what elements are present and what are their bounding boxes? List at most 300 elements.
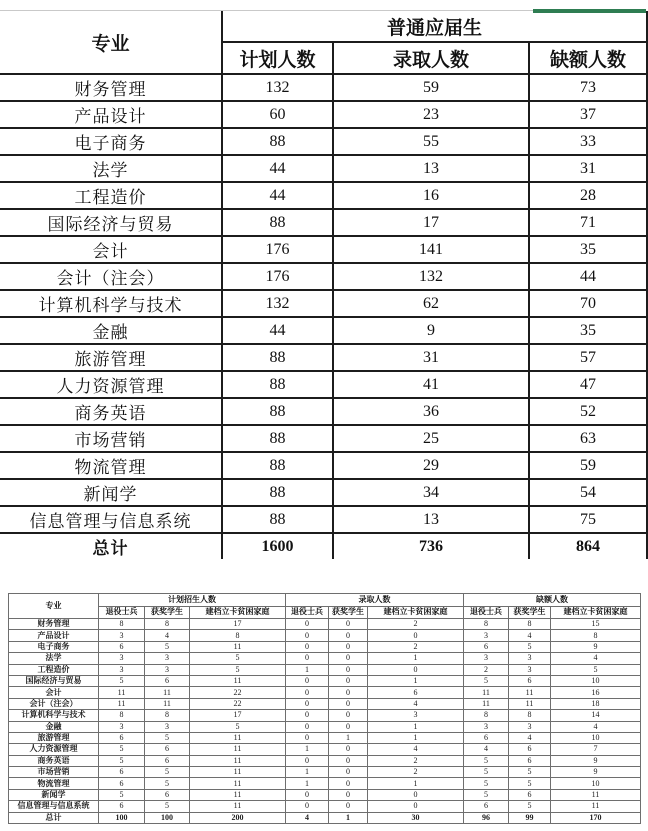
major-cell: 商务英语 (0, 398, 222, 425)
table1-col-plan: 计划人数 (222, 42, 333, 74)
value-cell: 4 (509, 732, 551, 743)
table-row (0, 344, 647, 371)
value-cell: 1 (368, 653, 464, 664)
value-cell: 0 (286, 687, 329, 698)
value-cell: 5 (190, 721, 286, 732)
value-cell: 6 (145, 755, 190, 766)
value-cell: 0 (329, 664, 368, 675)
value-cell: 2 (368, 641, 464, 652)
value-cell: 4 (368, 744, 464, 755)
value-cell: 0 (329, 744, 368, 755)
value-cell: 8 (145, 710, 190, 721)
table-row (9, 812, 641, 823)
value-cell: 9 (551, 755, 641, 766)
table2-group-shortage: 缺额人数 (464, 594, 641, 607)
value-cell: 11 (99, 698, 145, 709)
table1-header (0, 11, 647, 74)
value-cell: 13 (333, 506, 529, 533)
value-cell: 17 (190, 619, 286, 630)
table-row (9, 710, 641, 721)
value-cell: 0 (368, 801, 464, 812)
table-row (0, 74, 647, 101)
table-row (9, 721, 641, 732)
value-cell: 3 (509, 653, 551, 664)
value-cell: 6 (99, 732, 145, 743)
value-cell: 0 (329, 641, 368, 652)
value-cell: 0 (286, 630, 329, 641)
value-cell: 6 (145, 789, 190, 800)
table2-subcol-veterans: 退役士兵 (464, 606, 509, 619)
table2-subcol-registered-poor: 建档立卡贫困家庭 (190, 606, 286, 619)
value-cell: 3 (145, 653, 190, 664)
value-cell: 0 (329, 619, 368, 630)
value-cell: 0 (368, 664, 464, 675)
value-cell: 8 (190, 630, 286, 641)
table2-major-header: 专业 (9, 594, 99, 619)
value-cell: 6 (368, 687, 464, 698)
major-cell: 财务管理 (0, 74, 222, 101)
table-row (0, 263, 647, 290)
table2-subcol-veterans: 退役士兵 (286, 606, 329, 619)
special-category-table (8, 593, 641, 824)
table-row (0, 155, 647, 182)
value-cell: 22 (190, 687, 286, 698)
major-cell: 会计（注会） (0, 263, 222, 290)
value-cell: 132 (333, 263, 529, 290)
value-cell: 1 (329, 812, 368, 823)
major-cell: 信息管理与信息系统 (9, 801, 99, 812)
value-cell: 28 (529, 182, 647, 209)
value-cell: 88 (222, 506, 333, 533)
value-cell: 8 (99, 710, 145, 721)
value-cell: 3 (99, 630, 145, 641)
value-cell: 0 (286, 698, 329, 709)
table-row (9, 732, 641, 743)
value-cell: 0 (329, 710, 368, 721)
major-cell: 会计 (0, 236, 222, 263)
value-cell: 34 (333, 479, 529, 506)
table-row (0, 236, 647, 263)
value-cell: 3 (99, 721, 145, 732)
value-cell: 0 (329, 687, 368, 698)
value-cell: 52 (529, 398, 647, 425)
value-cell: 5 (145, 778, 190, 789)
table-row (9, 755, 641, 766)
table2-subcol-veterans: 退役士兵 (99, 606, 145, 619)
major-cell: 计算机科学与技术 (0, 290, 222, 317)
value-cell: 35 (529, 317, 647, 344)
value-cell: 5 (509, 641, 551, 652)
value-cell: 6 (464, 732, 509, 743)
value-cell: 100 (99, 812, 145, 823)
value-cell: 33 (529, 128, 647, 155)
major-cell: 电子商务 (9, 641, 99, 652)
value-cell: 88 (222, 452, 333, 479)
value-cell: 35 (529, 236, 647, 263)
value-cell: 8 (145, 619, 190, 630)
value-cell: 71 (529, 209, 647, 236)
value-cell: 3 (509, 721, 551, 732)
value-cell: 4 (464, 744, 509, 755)
table-row (9, 744, 641, 755)
value-cell: 60 (222, 101, 333, 128)
value-cell: 11 (551, 789, 641, 800)
value-cell: 11 (190, 675, 286, 686)
major-cell: 电子商务 (0, 128, 222, 155)
value-cell: 6 (509, 675, 551, 686)
major-cell: 国际经济与贸易 (0, 209, 222, 236)
major-cell: 产品设计 (9, 630, 99, 641)
value-cell: 88 (222, 371, 333, 398)
value-cell: 8 (509, 710, 551, 721)
value-cell: 0 (286, 710, 329, 721)
value-cell: 23 (333, 101, 529, 128)
value-cell: 5 (464, 675, 509, 686)
value-cell: 1 (286, 767, 329, 778)
major-cell: 物流管理 (0, 452, 222, 479)
value-cell: 63 (529, 425, 647, 452)
value-cell: 5 (551, 664, 641, 675)
major-cell: 会计 (9, 687, 99, 698)
value-cell: 1 (286, 744, 329, 755)
value-cell: 15 (551, 619, 641, 630)
table2-subcol-registered-poor: 建档立卡贫困家庭 (368, 606, 464, 619)
table2-group-row (9, 594, 641, 607)
value-cell: 11 (190, 767, 286, 778)
value-cell: 0 (329, 698, 368, 709)
table-row (9, 619, 641, 630)
value-cell: 11 (464, 698, 509, 709)
value-cell: 16 (333, 182, 529, 209)
value-cell: 132 (222, 290, 333, 317)
value-cell: 11 (99, 687, 145, 698)
value-cell: 13 (333, 155, 529, 182)
value-cell: 6 (99, 641, 145, 652)
value-cell: 3 (464, 630, 509, 641)
value-cell: 132 (222, 74, 333, 101)
table2-subcol-registered-poor: 建档立卡贫困家庭 (551, 606, 641, 619)
value-cell: 16 (551, 687, 641, 698)
value-cell: 0 (329, 755, 368, 766)
value-cell: 4 (551, 653, 641, 664)
value-cell: 6 (509, 789, 551, 800)
table-row (0, 182, 647, 209)
value-cell: 4 (368, 698, 464, 709)
value-cell: 1 (368, 778, 464, 789)
value-cell: 1 (368, 675, 464, 686)
value-cell: 11 (509, 698, 551, 709)
value-cell: 11 (145, 698, 190, 709)
value-cell: 3 (368, 710, 464, 721)
value-cell: 0 (286, 653, 329, 664)
value-cell: 8 (464, 710, 509, 721)
major-cell: 商务英语 (9, 755, 99, 766)
value-cell: 0 (329, 675, 368, 686)
value-cell: 14 (551, 710, 641, 721)
value-cell: 5 (99, 675, 145, 686)
value-cell: 6 (464, 641, 509, 652)
value-cell: 57 (529, 344, 647, 371)
value-cell: 9 (333, 317, 529, 344)
value-cell: 8 (551, 630, 641, 641)
major-cell: 法学 (9, 653, 99, 664)
value-cell: 0 (329, 630, 368, 641)
table-row (9, 630, 641, 641)
general-admission-table (0, 11, 648, 559)
value-cell: 2 (368, 619, 464, 630)
table2-header (9, 594, 641, 619)
value-cell: 8 (464, 619, 509, 630)
table-row (0, 101, 647, 128)
value-cell: 100 (145, 812, 190, 823)
value-cell: 22 (190, 698, 286, 709)
table1-group-header: 普通应届生 (222, 11, 647, 42)
major-cell: 工程造价 (0, 182, 222, 209)
value-cell: 25 (333, 425, 529, 452)
value-cell: 11 (190, 732, 286, 743)
value-cell: 5 (509, 801, 551, 812)
table-row (9, 801, 641, 812)
value-cell: 0 (286, 789, 329, 800)
value-cell: 5 (99, 789, 145, 800)
table-row (0, 425, 647, 452)
major-cell: 工程造价 (9, 664, 99, 675)
value-cell: 44 (529, 263, 647, 290)
value-cell: 73 (529, 74, 647, 101)
value-cell: 5 (509, 767, 551, 778)
value-cell: 0 (329, 778, 368, 789)
major-cell: 新闻学 (9, 789, 99, 800)
major-cell: 物流管理 (9, 778, 99, 789)
value-cell: 37 (529, 101, 647, 128)
value-cell: 141 (333, 236, 529, 263)
value-cell: 88 (222, 398, 333, 425)
value-cell: 5 (190, 653, 286, 664)
major-cell: 旅游管理 (0, 344, 222, 371)
table1-group-row (0, 11, 647, 42)
value-cell: 88 (222, 479, 333, 506)
value-cell: 3 (145, 721, 190, 732)
major-cell: 会计（注会） (9, 698, 99, 709)
value-cell: 0 (329, 653, 368, 664)
value-cell: 11 (190, 744, 286, 755)
table-row (0, 506, 647, 533)
major-cell: 金融 (9, 721, 99, 732)
value-cell: 6 (509, 744, 551, 755)
value-cell: 5 (190, 664, 286, 675)
value-cell: 55 (333, 128, 529, 155)
value-cell: 6 (509, 755, 551, 766)
value-cell: 6 (464, 801, 509, 812)
value-cell: 3 (464, 653, 509, 664)
value-cell: 0 (329, 767, 368, 778)
value-cell: 5 (145, 801, 190, 812)
table-row (9, 767, 641, 778)
table1-col-admitted: 录取人数 (333, 42, 529, 74)
value-cell: 176 (222, 236, 333, 263)
value-cell: 0 (368, 630, 464, 641)
value-cell: 59 (333, 74, 529, 101)
value-cell: 44 (222, 155, 333, 182)
value-cell: 1 (286, 664, 329, 675)
table2-subcolumns-row (9, 606, 641, 619)
value-cell: 170 (551, 812, 641, 823)
value-cell: 9 (551, 767, 641, 778)
value-cell: 200 (190, 812, 286, 823)
table-row (9, 664, 641, 675)
table1-body (0, 74, 647, 559)
major-cell: 产品设计 (0, 101, 222, 128)
value-cell: 10 (551, 778, 641, 789)
value-cell: 31 (529, 155, 647, 182)
value-cell: 0 (329, 801, 368, 812)
value-cell: 6 (99, 778, 145, 789)
major-cell: 计算机科学与技术 (9, 710, 99, 721)
value-cell: 17 (333, 209, 529, 236)
table-row (0, 128, 647, 155)
value-cell: 0 (286, 732, 329, 743)
table1-major-header: 专业 (0, 11, 222, 74)
value-cell: 7 (551, 744, 641, 755)
value-cell: 88 (222, 209, 333, 236)
value-cell: 0 (286, 801, 329, 812)
value-cell: 70 (529, 290, 647, 317)
value-cell: 5 (99, 744, 145, 755)
value-cell: 6 (145, 675, 190, 686)
value-cell: 5 (464, 755, 509, 766)
value-cell: 2 (368, 755, 464, 766)
value-cell: 0 (286, 675, 329, 686)
value-cell: 8 (509, 619, 551, 630)
table2-body (9, 619, 641, 824)
value-cell: 6 (145, 744, 190, 755)
value-cell: 9 (551, 641, 641, 652)
major-cell: 信息管理与信息系统 (0, 506, 222, 533)
major-cell: 人力资源管理 (9, 744, 99, 755)
table-row (0, 452, 647, 479)
major-cell: 法学 (0, 155, 222, 182)
value-cell: 3 (145, 664, 190, 675)
table-row (9, 653, 641, 664)
value-cell: 88 (222, 425, 333, 452)
value-cell: 4 (551, 721, 641, 732)
table2-group-plan: 计划招生人数 (99, 594, 286, 607)
major-cell: 人力资源管理 (0, 371, 222, 398)
value-cell: 1 (286, 778, 329, 789)
value-cell: 0 (329, 789, 368, 800)
major-cell: 市场营销 (9, 767, 99, 778)
table-row (9, 778, 641, 789)
table1-col-shortage: 缺额人数 (529, 42, 647, 74)
table-row (0, 533, 647, 559)
value-cell: 99 (509, 812, 551, 823)
value-cell: 75 (529, 506, 647, 533)
value-cell: 5 (145, 641, 190, 652)
value-cell: 11 (464, 687, 509, 698)
value-cell: 18 (551, 698, 641, 709)
value-cell: 8 (99, 619, 145, 630)
value-cell: 5 (145, 767, 190, 778)
value-cell: 736 (333, 533, 529, 559)
value-cell: 62 (333, 290, 529, 317)
table-row (9, 675, 641, 686)
value-cell: 11 (190, 801, 286, 812)
value-cell: 6 (99, 801, 145, 812)
table-row (9, 789, 641, 800)
table-row (9, 687, 641, 698)
value-cell: 3 (99, 664, 145, 675)
table-row (0, 479, 647, 506)
value-cell: 4 (145, 630, 190, 641)
value-cell: 0 (286, 755, 329, 766)
value-cell: 96 (464, 812, 509, 823)
value-cell: 6 (99, 767, 145, 778)
value-cell: 5 (464, 789, 509, 800)
table-row (0, 398, 647, 425)
value-cell: 11 (145, 687, 190, 698)
value-cell: 11 (190, 755, 286, 766)
value-cell: 11 (551, 801, 641, 812)
value-cell: 88 (222, 344, 333, 371)
value-cell: 5 (464, 767, 509, 778)
major-cell: 市场营销 (0, 425, 222, 452)
value-cell: 30 (368, 812, 464, 823)
value-cell: 0 (368, 789, 464, 800)
table2-subcol-award-students: 获奖学生 (509, 606, 551, 619)
table2-group-admitted: 录取人数 (286, 594, 464, 607)
value-cell: 5 (145, 732, 190, 743)
major-cell: 总计 (0, 533, 222, 559)
value-cell: 176 (222, 263, 333, 290)
table-row (9, 698, 641, 709)
table-row (0, 317, 647, 344)
value-cell: 88 (222, 128, 333, 155)
value-cell: 10 (551, 732, 641, 743)
value-cell: 41 (333, 371, 529, 398)
value-cell: 5 (99, 755, 145, 766)
value-cell: 36 (333, 398, 529, 425)
value-cell: 2 (464, 664, 509, 675)
major-cell: 财务管理 (9, 619, 99, 630)
major-cell: 新闻学 (0, 479, 222, 506)
value-cell: 3 (509, 664, 551, 675)
value-cell: 1 (368, 732, 464, 743)
value-cell: 3 (464, 721, 509, 732)
value-cell: 5 (464, 778, 509, 789)
value-cell: 11 (190, 789, 286, 800)
value-cell: 29 (333, 452, 529, 479)
value-cell: 1600 (222, 533, 333, 559)
table-row (0, 290, 647, 317)
major-cell: 国际经济与贸易 (9, 675, 99, 686)
value-cell: 3 (99, 653, 145, 664)
value-cell: 864 (529, 533, 647, 559)
table2-subcol-award-students: 获奖学生 (329, 606, 368, 619)
value-cell: 31 (333, 344, 529, 371)
value-cell: 47 (529, 371, 647, 398)
value-cell: 11 (190, 778, 286, 789)
value-cell: 5 (509, 778, 551, 789)
value-cell: 0 (286, 721, 329, 732)
value-cell: 54 (529, 479, 647, 506)
table2-subcol-award-students: 获奖学生 (145, 606, 190, 619)
value-cell: 11 (190, 641, 286, 652)
value-cell: 44 (222, 182, 333, 209)
value-cell: 1 (368, 721, 464, 732)
value-cell: 4 (286, 812, 329, 823)
value-cell: 4 (509, 630, 551, 641)
value-cell: 0 (286, 619, 329, 630)
